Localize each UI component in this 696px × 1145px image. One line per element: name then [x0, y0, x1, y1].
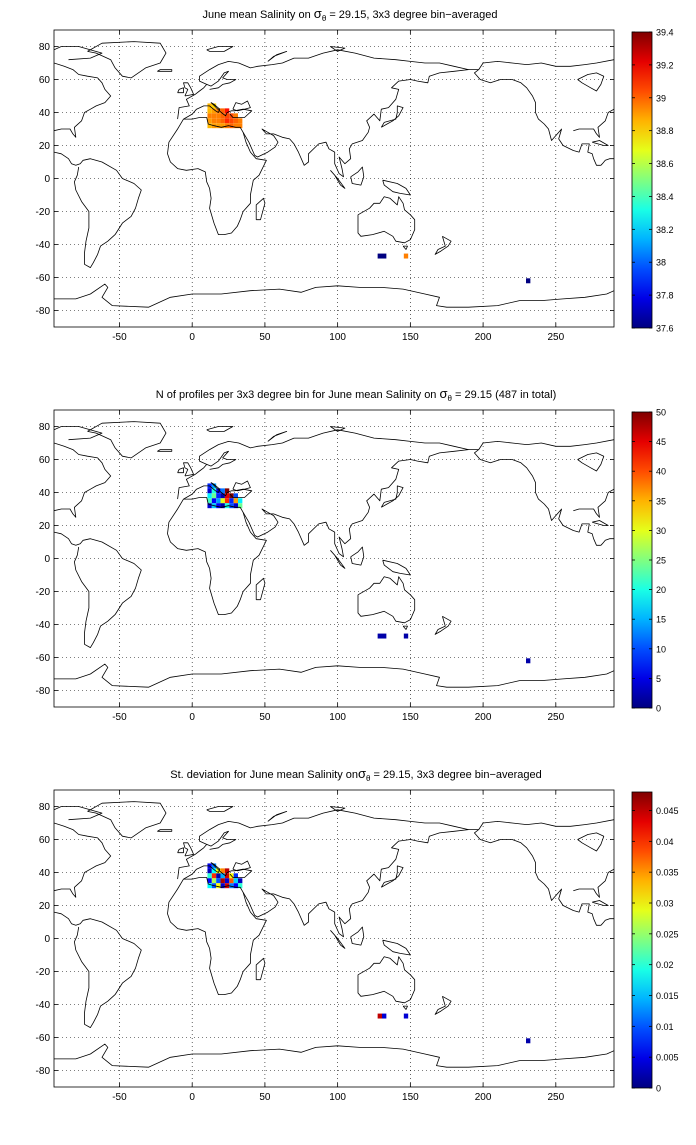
y-tick-label: -80 [35, 306, 50, 317]
data-cell [526, 658, 530, 663]
colorbar-tick-label: 10 [656, 644, 667, 655]
data-cell [216, 883, 220, 888]
x-tick-label: 100 [329, 332, 346, 343]
profiles-count-colorbar [632, 408, 666, 714]
colorbar-tick-label: 0.01 [656, 1021, 674, 1032]
std-deviation-map-plot [36, 790, 614, 1103]
x-tick-label: 50 [259, 1092, 271, 1103]
colorbar-tick-label: 0.025 [656, 929, 679, 940]
data-cell [238, 878, 242, 883]
x-tick-label: 0 [189, 332, 195, 343]
colorbar-tick-label: 0.035 [656, 867, 679, 878]
profiles-count-map-svg [0, 380, 696, 760]
data-cell [216, 493, 220, 498]
data-cell [404, 634, 408, 639]
x-tick-label: 50 [259, 712, 271, 723]
colorbar-tick-label: 38.2 [656, 224, 674, 235]
x-tick-label: 100 [329, 1092, 346, 1103]
colorbar-tick-label: 5 [656, 673, 662, 684]
x-tick-label: 150 [402, 1092, 419, 1103]
colorbar-tick-label: 37.6 [656, 323, 674, 334]
data-cell [216, 123, 220, 128]
y-tick-label: 0 [44, 934, 50, 945]
data-cell [212, 878, 216, 883]
data-cell [238, 498, 242, 503]
colorbar-gradient [632, 792, 652, 1088]
colorbar-tick-label: 0.005 [656, 1052, 679, 1063]
colorbar-tick-label: 0.03 [656, 898, 674, 909]
y-tick-label: -60 [35, 653, 50, 664]
colorbar-tick-label: 0 [656, 1083, 662, 1094]
y-tick-label: 20 [38, 141, 50, 152]
y-tick-label: 40 [38, 488, 50, 499]
colorbar-tick-label: 30 [656, 525, 667, 536]
y-tick-label: -40 [35, 1000, 50, 1011]
y-tick-label: 20 [38, 521, 50, 532]
coastlines [54, 422, 614, 688]
data-cell [404, 254, 408, 259]
colorbar-tick-label: 45 [656, 437, 667, 448]
y-tick-label: 80 [38, 42, 50, 53]
data-cell [229, 878, 233, 883]
y-tick-label: -20 [35, 207, 50, 218]
data-cell [207, 488, 211, 493]
data-cell [212, 493, 216, 498]
y-tick-label: -40 [35, 240, 50, 251]
x-tick-label: 250 [547, 712, 565, 723]
y-tick-label: 0 [44, 174, 50, 185]
colorbar-tick-label: 40 [656, 466, 667, 477]
y-tick-label: 0 [44, 554, 50, 565]
x-tick-label: 0 [189, 712, 195, 723]
data-cell [229, 118, 233, 123]
profiles-count-map-panel [0, 380, 696, 760]
colorbar-tick-label: 0.02 [656, 960, 674, 971]
salinity-map-plot [36, 30, 614, 343]
data-cell [207, 873, 211, 878]
data-cell [234, 118, 238, 123]
x-tick-label: 150 [402, 332, 419, 343]
profiles-count-map-plot [36, 410, 614, 723]
x-tick-label: 200 [474, 1092, 492, 1103]
colorbar-tick-label: 0 [656, 703, 662, 714]
data-cell [216, 113, 220, 118]
data-cell [212, 118, 216, 123]
data-cell [207, 108, 211, 113]
data-cell [378, 1014, 382, 1019]
colorbar-tick-label: 20 [656, 585, 667, 596]
data-cell [216, 873, 220, 878]
data-cell [207, 868, 211, 873]
colorbar-tick-label: 0.04 [656, 836, 674, 847]
y-tick-label: 20 [38, 901, 50, 912]
data-cell [382, 254, 386, 259]
y-tick-label: -20 [35, 587, 50, 598]
data-cell [216, 878, 220, 883]
data-cell [234, 878, 238, 883]
colorbar-tick-label: 37.8 [656, 290, 674, 301]
data-cell [216, 118, 220, 123]
data-cell [225, 498, 229, 503]
colorbar-tick-label: 15 [656, 614, 667, 625]
y-tick-label: -80 [35, 686, 50, 697]
data-cell [212, 873, 216, 878]
data-cell [526, 278, 530, 283]
colorbar-tick-label: 39 [656, 93, 667, 104]
data-cell [216, 498, 220, 503]
y-tick-label: 60 [38, 75, 50, 86]
data-cell [207, 113, 211, 118]
colorbar-gradient [632, 32, 652, 328]
y-tick-label: 60 [38, 455, 50, 466]
colorbar-tick-label: 39.4 [656, 27, 674, 38]
std-deviation-map-svg [0, 760, 696, 1140]
colorbar-tick-label: 38.8 [656, 126, 674, 137]
data-cell [225, 118, 229, 123]
colorbar-tick-label: 35 [656, 496, 667, 507]
y-tick-label: -80 [35, 1066, 50, 1077]
salinity-colorbar [632, 28, 674, 334]
y-tick-label: 40 [38, 108, 50, 119]
coastlines [54, 42, 614, 308]
data-cell [378, 634, 382, 639]
x-tick-label: 200 [474, 712, 492, 723]
data-cell [238, 118, 242, 123]
x-tick-label: 250 [547, 332, 565, 343]
coastlines [54, 802, 614, 1068]
data-cell [221, 498, 225, 503]
x-tick-label: 100 [329, 712, 346, 723]
data-cell [378, 254, 382, 259]
std-deviation-colorbar [632, 792, 679, 1094]
y-tick-label: -60 [35, 273, 50, 284]
y-tick-label: 80 [38, 422, 50, 433]
y-tick-label: 80 [38, 802, 50, 813]
data-cell [382, 634, 386, 639]
std-deviation-map-title: St. deviation for June mean Salinity onσ$_\theta$ = 29.15, 3x3 degree bin−averaged [170, 766, 542, 783]
std-deviation-map-panel [0, 760, 696, 1140]
colorbar-tick-label: 38.4 [656, 191, 674, 202]
data-cell [229, 498, 233, 503]
y-tick-label: -60 [35, 1033, 50, 1044]
data-cell [234, 498, 238, 503]
x-tick-label: 150 [402, 712, 419, 723]
x-tick-label: 200 [474, 332, 492, 343]
salinity-map-title: June mean Salinity on $\sigma_\theta = 29.15$, 3x3 degree bin−averaged [202, 6, 498, 23]
profiles-count-map-title: N of profiles per 3x3 degree bin for June mean Salinity on $\sigma_\theta = 29.15$ (487 in total) [155, 386, 557, 403]
data-cell [225, 878, 229, 883]
data-cell [216, 503, 220, 508]
x-tick-label: 50 [259, 332, 271, 343]
y-tick-label: -20 [35, 967, 50, 978]
colorbar-tick-label: 50 [656, 407, 667, 418]
salinity-map-svg [0, 0, 696, 380]
data-cell [212, 498, 216, 503]
data-cell [221, 118, 225, 123]
colorbar-tick-label: 38.6 [656, 159, 674, 170]
data-cell [526, 1038, 530, 1043]
colorbar-tick-label: 39.2 [656, 60, 674, 71]
y-tick-label: 60 [38, 835, 50, 846]
data-cell [207, 493, 211, 498]
colorbar-tick-label: 0.045 [656, 806, 679, 816]
x-tick-label: 0 [189, 1092, 195, 1103]
y-tick-label: -40 [35, 620, 50, 631]
data-cell [382, 1014, 386, 1019]
data-cell [212, 113, 216, 118]
data-cell [404, 1014, 408, 1019]
salinity-map-panel [0, 0, 696, 380]
x-tick-label: -50 [112, 712, 127, 723]
y-tick-label: 40 [38, 868, 50, 879]
colorbar-tick-label: 25 [656, 555, 667, 566]
x-tick-label: -50 [112, 332, 127, 343]
x-tick-label: 250 [547, 1092, 565, 1103]
x-tick-label: -50 [112, 1092, 127, 1103]
colorbar-tick-label: 38 [656, 257, 667, 268]
data-cell [221, 878, 225, 883]
colorbar-tick-label: 0.015 [656, 991, 679, 1001]
